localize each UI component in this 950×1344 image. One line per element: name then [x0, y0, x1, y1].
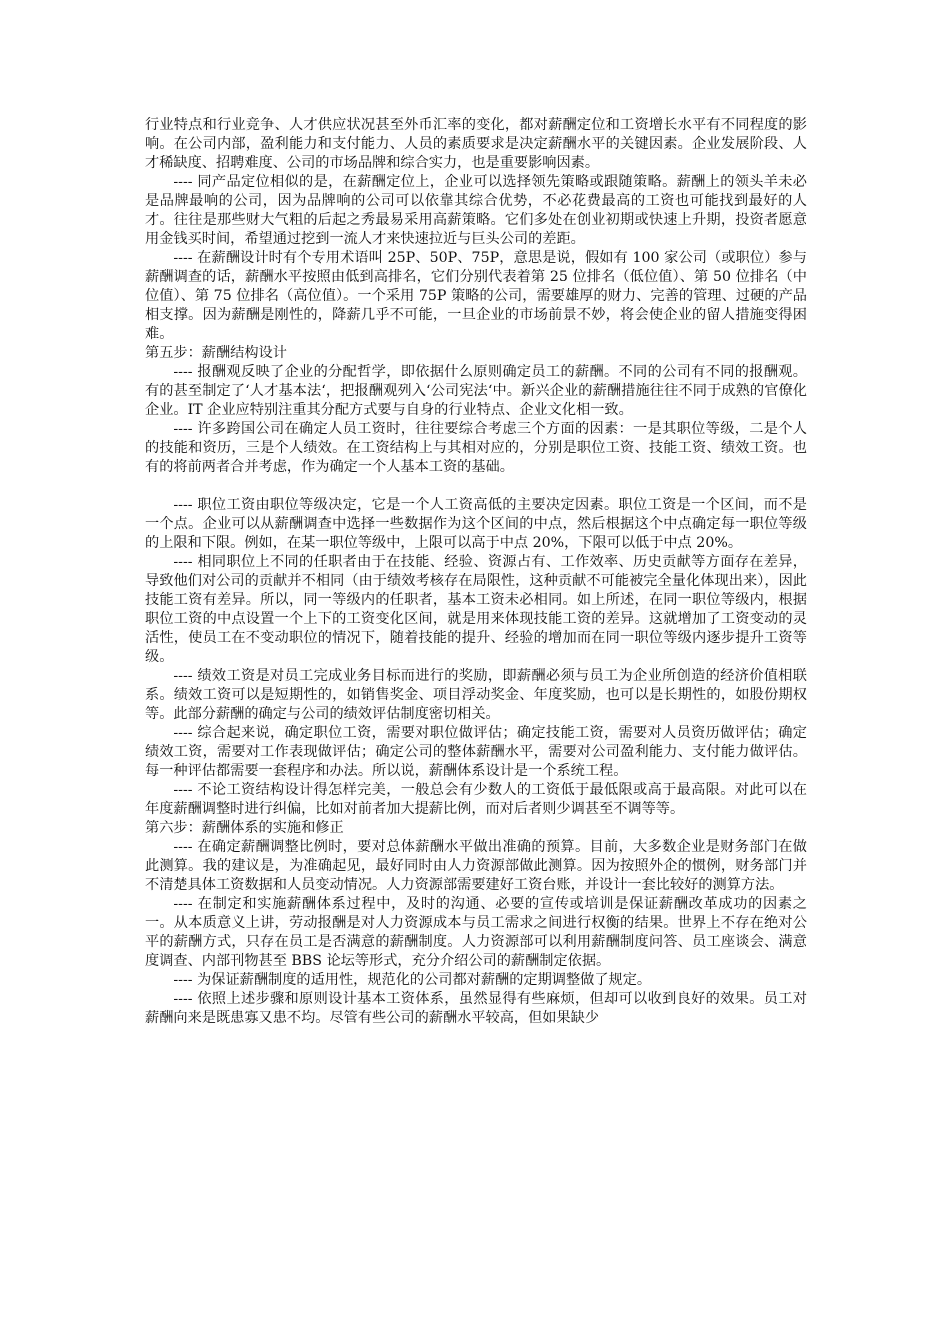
blank-line [145, 477, 807, 496]
paragraph: 行业特点和行业竞争、人才供应状况甚至外币汇率的变化，都对薪酬定位和工资增长水平有不同程度的影响。在公司内部，盈利能力和支付能力、人员的素质要求是决定薪酬水平的关键因素。企业发展阶段、人才稀缺度、招聘难度、公司的市场品牌和综合实力，也是重要影响因素。 [145, 117, 807, 171]
paragraph: ---- 同产品定位相似的是，在薪酬定位上，企业可以选择领先策略或跟随策略。薪酬上的领头羊未必是品牌最响的公司，因为品牌响的公司可以依靠其综合优势，不必花费最高的工资也可能找到最好的人才。往往是那些财大气粗的后起之秀最易采用高薪策略。它们多处在创业初期或快速上升期，投资者愿意用金钱买时间，希望通过挖到一流人才来快速拉近与巨头公司的差距。 [145, 174, 807, 247]
paragraph: ---- 在薪酬设计时有个专用术语叫 25P、50P、75P，意思是说，假如有 100 家公司（或职位）参与薪酬调查的话，薪酬水平按照由低到高排名，它们分别代表着第 25 位排名（低位值）、第 50 位排名（中位值）、第 75 位排名（高位值）。一个采用 75P 策略的公司，需要雄厚的财力、完善的管理、过硬的产品相支撑。因为薪酬是刚性的，降薪几乎不可能，一旦企业的市场前景不妙，将会使企业的留人措施变得困难。 [145, 250, 807, 342]
paragraph: ---- 报酬观反映了企业的分配哲学，即依据什么原则确定员工的薪酬。不同的公司有不同的报酬观。有的甚至制定了‘人才基本法‘，把报酬观列入‘公司宪法‘中。新兴企业的薪酬措施往往不同于成熟的官僚化企业。IT 企业应特别注重其分配方式要与自身的行业特点、企业文化相一致。 [145, 364, 807, 418]
paragraph: ---- 在制定和实施薪酬体系过程中，及时的沟通、必要的宣传或培训是保证薪酬改革成功的因素之一。从本质意义上讲，劳动报酬是对人力资源成本与员工需求之间进行权衡的结果。世界上不存在绝对公平的薪酬方式，只存在员工是否满意的薪酬制度。人力资源部可以利用薪酬制度问答、员工座谈会、满意度调查、内部刊物甚至 BBS 论坛等形式，充分介绍公司的薪酬制定依据。 [145, 896, 807, 969]
paragraph: ---- 不论工资结构设计得怎样完美，一般总会有少数人的工资低于最低限或高于最高限。对此可以在年度薪酬调整时进行纠偏，比如对前者加大提薪比例，而对后者则少调甚至不调等等。 [145, 782, 807, 817]
document-body [145, 116, 807, 1028]
paragraph: ---- 综合起来说，确定职位工资，需要对职位做评估；确定技能工资，需要对人员资历做评估；确定绩效工资，需要对工作表现做评估；确定公司的整体薪酬水平，需要对公司盈利能力、支付能力做评估。每一种评估都需要一套程序和办法。所以说，薪酬体系设计是一个系统工程。 [145, 725, 807, 779]
paragraph: ---- 在确定薪酬调整比例时，要对总体薪酬水平做出准确的预算。目前，大多数企业是财务部门在做此测算。我的建议是，为准确起见，最好同时由人力资源部做此测算。因为按照外企的惯例，财务部门并不清楚具体工资数据和人员变动情况。人力资源部需要建好工资台账，并设计一套比较好的测算方法。 [145, 839, 807, 893]
section-heading: 第五步：薪酬结构设计 [145, 345, 287, 361]
paragraph: ---- 依照上述步骤和原则设计基本工资体系，虽然显得有些麻烦，但却可以收到良好的效果。员工对薪酬向来是既患寡又患不均。尽管有些公司的薪酬水平较高，但如果缺少 [145, 991, 807, 1026]
paragraph: ---- 职位工资由职位等级决定，它是一个人工资高低的主要决定因素。职位工资是一个区间，而不是一个点。企业可以从薪酬调查中选择一些数据作为这个区间的中点，然后根据这个中点确定每一职位等级的上限和下限。例如，在某一职位等级中，上限可以高于中点 20%，下限可以低于中点 20%。 [145, 497, 807, 551]
paragraph: ---- 绩效工资是对员工完成业务目标而进行的奖励，即薪酬必须与员工为企业所创造的经济价值相联系。绩效工资可以是短期性的，如销售奖金、项目浮动奖金、年度奖励，也可以是长期性的，如股份期权等。此部分薪酬的确定与公司的绩效评估制度密切相关。 [145, 668, 807, 722]
paragraph: ---- 为保证薪酬制度的适用性，规范化的公司都对薪酬的定期调整做了规定。 [173, 972, 652, 988]
section-heading: 第六步：薪酬体系的实施和修正 [145, 820, 344, 836]
paragraph: ---- 许多跨国公司在确定人员工资时，往往要综合考虑三个方面的因素：一是其职位等级，二是个人的技能和资历，三是个人绩效。在工资结构上与其相对应的，分别是职位工资、技能工资、绩效工资。也有的将前两者合并考虑，作为确定一个人基本工资的基础。 [145, 421, 807, 475]
paragraph: ---- 相同职位上不同的任职者由于在技能、经验、资源占有、工作效率、历史贡献等方面存在差异，导致他们对公司的贡献并不相同（由于绩效考核存在局限性，这种贡献不可能被完全量化体现出来），因此技能工资有差异。所以，同一等级内的任职者，基本工资未必相同。如上所述，在同一职位等级内，根据职位工资的中点设置一个上下的工资变化区间，就是用来体现技能工资的差异。这就增加了工资变动的灵活性，使员工在不变动职位的情况下，随着技能的提升、经验的增加而在同一职位等级内逐步提升工资等级。 [145, 554, 807, 665]
